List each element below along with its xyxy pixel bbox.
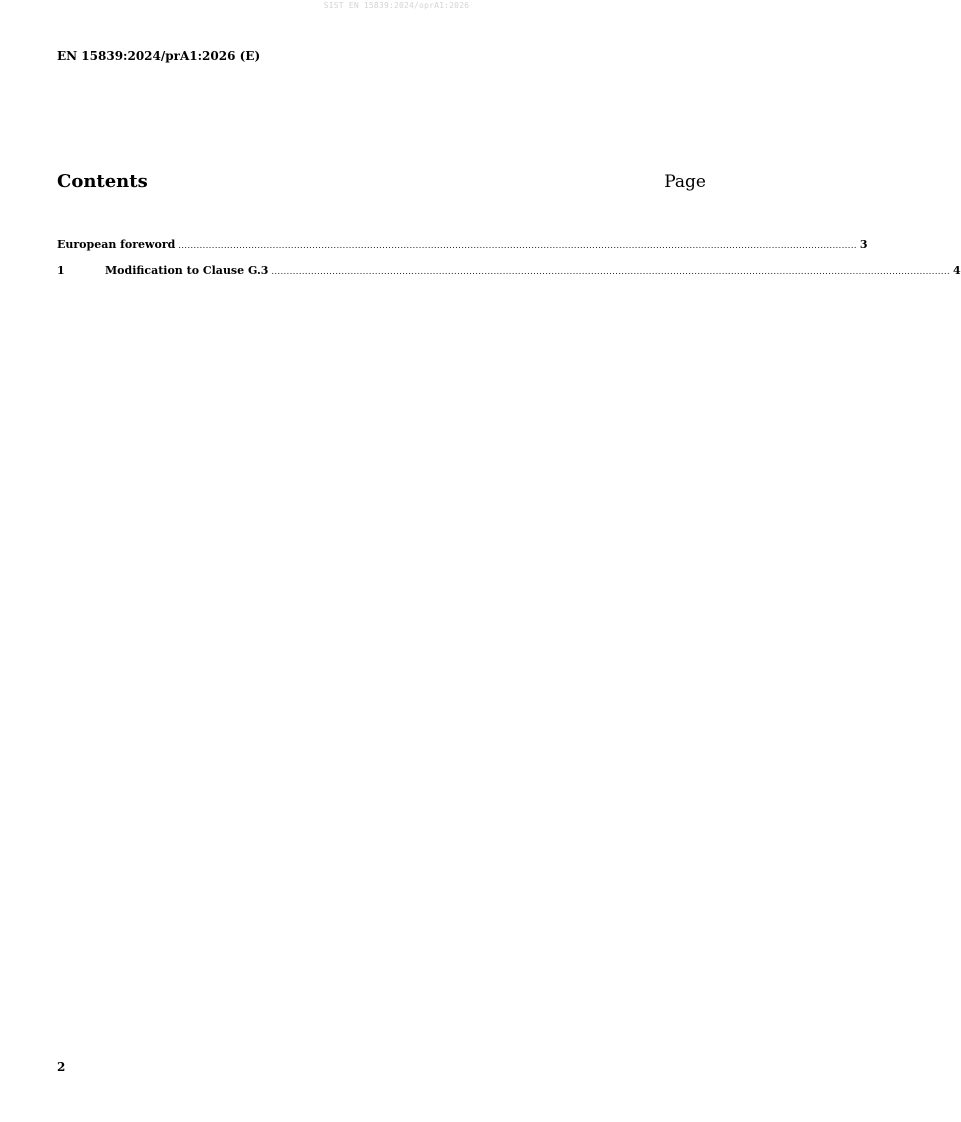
page-column-label: Page xyxy=(664,172,706,192)
toc-entry-title: Modification to Clause G.3 xyxy=(105,264,269,277)
toc-entry-clause-1[interactable] xyxy=(57,264,961,290)
watermark: SIST EN 15839:2024/oprA1:2026 xyxy=(323,1,470,10)
toc-dot-leader: ............................................................................................................................................................................................................................... xyxy=(271,267,951,276)
toc-entry-foreword[interactable] xyxy=(57,238,868,264)
contents-title: Contents xyxy=(57,171,148,192)
page-number: 2 xyxy=(57,1060,66,1074)
toc-entry-page: 3 xyxy=(859,238,868,251)
toc-dot-leader: ............................................................................................................................................................................................................................... xyxy=(178,241,857,250)
contents-heading-row xyxy=(57,171,706,192)
toc-entry-page: 4 xyxy=(953,264,961,277)
toc-entry-number: 1 xyxy=(57,264,65,277)
document-id-header: EN 15839:2024/prA1:2026 (E) xyxy=(57,49,261,63)
toc-entry-title: European foreword xyxy=(57,238,176,251)
table-of-contents xyxy=(57,238,961,290)
